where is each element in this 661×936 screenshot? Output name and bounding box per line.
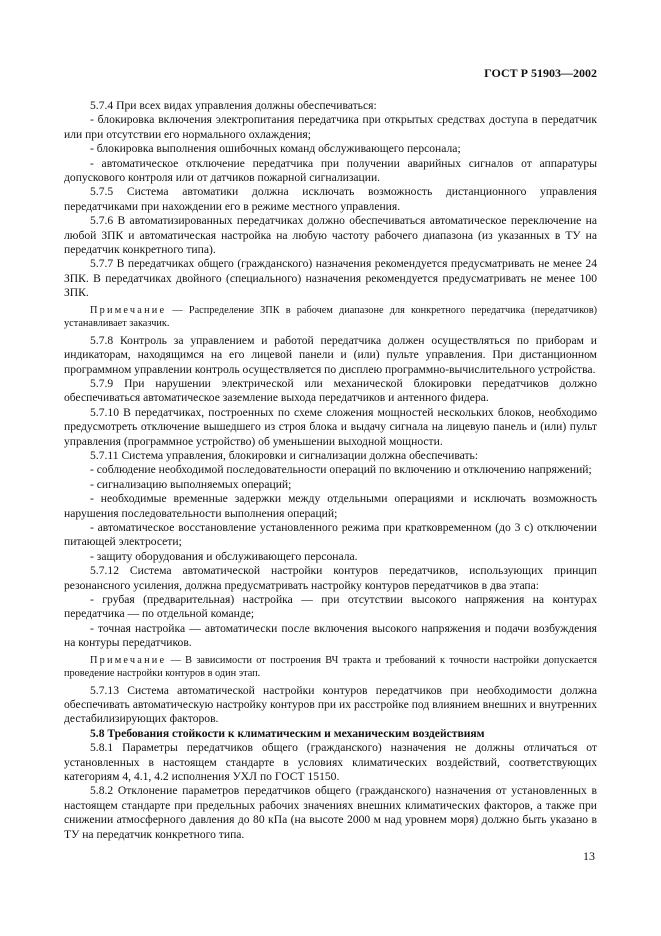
paragraph: 5.8.1 Параметры передатчиков общего (гражданского) назначения не должны отличаться от установленных в настоящем стандарте в условиях климатических воздействий, соответствующих категориям 4, 4.1, 4.2 исполнения УХЛ по ГОСТ 15150. <box>64 741 597 784</box>
list-item: - сигнализацию выполняемых операций; <box>90 477 292 491</box>
note <box>64 304 597 330</box>
list-item: - соблюдение необходимой последовательности операций по включению и отключению напряжений; <box>90 463 592 477</box>
document-header: ГОСТ Р 51903—2002 <box>484 66 597 80</box>
list-item: - автоматическое восстановление установленного режима при кратковременном (до 3 с) отключении питающей электросети; <box>64 520 597 549</box>
paragraph: 5.7.7 В передатчиках общего (гражданского) назначения рекомендуется предусматривать не менее 24 ЗПК. В передатчиках двойного (специального) назначения рекомендуется предусматривать не менее 100 ЗПК. <box>64 257 597 300</box>
list-item: - точная настройка — автоматически после включения высокого напряжения и подачи возбуждения на контуры передатчиков. <box>64 621 597 650</box>
paragraph: 5.7.6 В автоматизированных передатчиках должно обеспечиваться автоматическое переключение на любой ЗПК и автоматическая настройка на любую частоту рабочего диапазона (из указанных в ТУ на передатчик конкретного типа). <box>64 214 597 257</box>
note-label: Примечание <box>90 304 167 316</box>
list-item: - блокировка выполнения ошибочных команд обслуживающего персонала; <box>90 142 461 156</box>
list-item: - автоматическое отключение передатчика при получении аварийных сигналов от аппаратуры допускового контроля или от датчиков пожарной сигнализации. <box>64 156 597 185</box>
paragraph: 5.7.11 Система управления, блокировки и сигнализации должна обеспечивать: <box>90 448 479 462</box>
list-item: - грубая (предварительная) настройка — при отсутствии высокого напряжения на контурах передатчика — по отдельной команде; <box>64 593 597 621</box>
note-text: — В зависимости от построения ВЧ тракта и требований к точности настройки допускается проведение настройки контуров в один этап. <box>64 654 597 679</box>
paragraph: 5.8.2 Отклонение параметров передатчиков общего (гражданского) назначения от установленных в настоящем стандарте при предельных рабочих значениях внешних климатических факторов, а также при снижении атмосферного давления до 80 кПа (на высоте 2000 м над уровнем моря) должно быть указано в ТУ на передатчик конкретного типа. <box>64 784 597 841</box>
paragraph: 5.7.10 В передатчиках, построенных по схеме сложения мощностей нескольких блоков, необходимо предусмотреть отключение вышедшего из строя блока и выдачу сигнала на лицевую панель и (или) пульт управления (программное устройство) об уменьшении выходной мощности. <box>64 405 597 448</box>
paragraph: 5.7.8 Контроль за управлением и работой передатчика должен осуществляться по приборам и индикаторам, находящимся на его лицевой панели и (или) пульте управления. При дистанционном программном управлении контроль осуществляется по дисплею программно-вычислительного устройства. <box>64 333 597 376</box>
list-item: - блокировка включения электропитания передатчика при открытых средствах доступа в передатчик или при отсутствии его нормального охлаждения; <box>64 113 597 141</box>
note-text: — Распределение ЗПК в рабочем диапазоне для конкретного передатчика (передатчиков) устанавливает заказчик. <box>64 304 597 329</box>
note-label: Примечание <box>90 654 167 666</box>
paragraph: 5.7.5 Система автоматики должна исключать возможность дистанционного управления передатчиками при нахождении его в режиме местного управления. <box>64 185 597 213</box>
note <box>64 654 597 680</box>
document-body <box>64 99 597 842</box>
paragraph: 5.7.9 При нарушении электрической или механической блокировки передатчиков должно обеспечиваться автоматическое заземление выхода передатчиков и антенного фидера. <box>64 376 597 405</box>
list-item: - защиту оборудования и обслуживающего персонала. <box>90 549 358 563</box>
paragraph: 5.7.13 Система автоматической настройки контуров передатчиков при необходимости должна обеспечивать автоматическую настройку контуров при их расстройке под влиянием внешних и внутренних дестабилизирующих факторов. <box>64 683 597 726</box>
paragraph: 5.7.4 При всех видах управления должны обеспечиваться: <box>90 99 377 112</box>
page-number: 13 <box>583 849 595 863</box>
list-item: - необходимые временные задержки между отдельными операциями и исключать возможность нарушения последовательности выполнения операций; <box>64 492 597 520</box>
paragraph: 5.7.12 Система автоматической настройки контуров передатчиков, использующих принцип резонансного усиления, должна предусматривать настройку контуров передатчиков в два этапа: <box>64 564 597 592</box>
section-heading: 5.8 Требования стойкости к климатическим и механическим воздействиям <box>90 726 485 740</box>
